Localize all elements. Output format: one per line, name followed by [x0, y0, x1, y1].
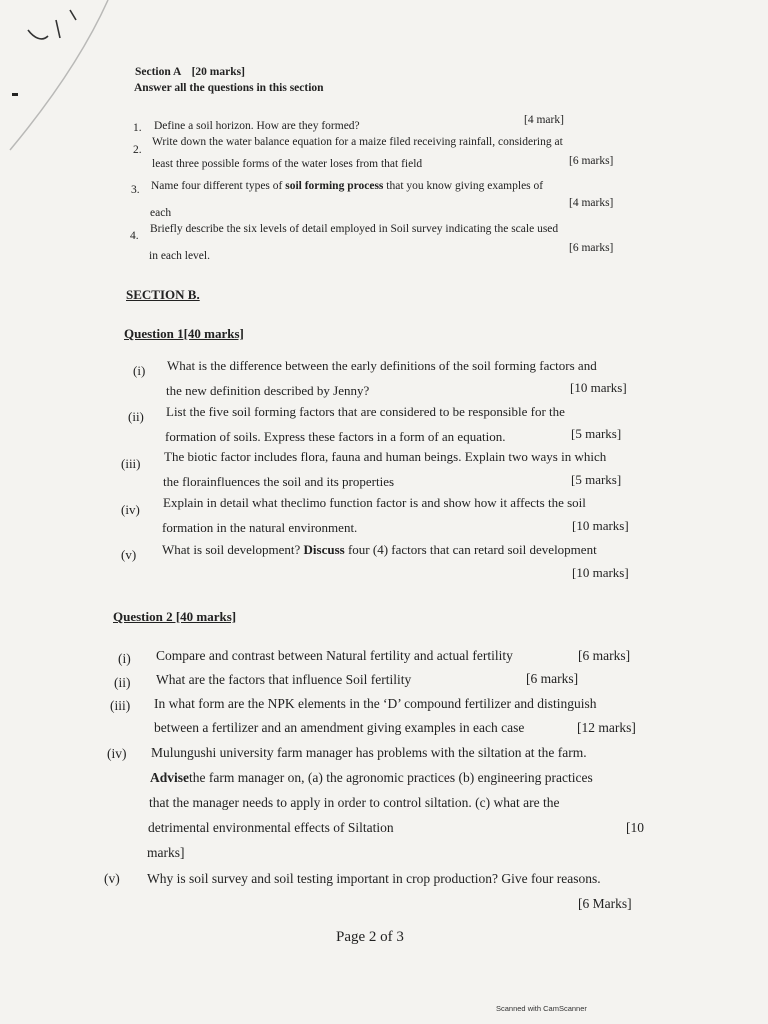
- question-marks: [10 marks]: [570, 380, 627, 395]
- question-marks: [6 marks]: [569, 155, 614, 167]
- question-text: least three possible forms of the water loses from that field: [152, 158, 423, 170]
- question-marks: [6 marks]: [526, 671, 579, 686]
- question-text: Compare and contrast between Natural fertility and actual fertility: [156, 648, 513, 663]
- question-number: (v): [104, 871, 120, 886]
- question-number: (iii): [121, 456, 141, 471]
- question-text: Briefly describe the six levels of detail employed in Soil survey indicating the scale used: [150, 223, 559, 235]
- question-marks: [4 marks]: [569, 197, 614, 209]
- margin-scan-edge: [0, 0, 140, 160]
- page-number: Page 2 of 3: [336, 929, 404, 945]
- question-text: What is soil development? Discuss four (4) factors that can retard soil development: [162, 542, 597, 557]
- question-text: List the five soil forming factors that are considered to be responsible for the: [166, 404, 565, 419]
- question-marks: [4 mark]: [524, 114, 564, 126]
- emphasis: Discuss: [303, 542, 345, 557]
- question-number: (i): [118, 651, 131, 666]
- question-marks: [6 marks]: [578, 648, 631, 663]
- question-text: Name four different types of soil forming process that you know giving examples of: [151, 180, 544, 192]
- question-text: formation in the natural environment.: [162, 520, 358, 535]
- question-2-title: Question 2 [40 marks]: [113, 609, 237, 624]
- question-marks: [10 marks]: [572, 565, 629, 580]
- question-text: between a fertilizer and an amendment giving examples in each case: [154, 720, 525, 735]
- question-number: (iv): [121, 502, 140, 517]
- question-number: (iv): [107, 746, 127, 761]
- question-number: 2.: [133, 144, 142, 156]
- question-marks: [6 Marks]: [578, 896, 632, 911]
- question-number: (iii): [110, 698, 131, 713]
- question-number: (ii): [128, 409, 144, 424]
- question-1-title: Question 1[40 marks]: [124, 326, 244, 341]
- question-number: (v): [121, 547, 137, 562]
- question-marks: [5 marks]: [571, 426, 622, 441]
- question-text: In what form are the NPK elements in the ‘D’ compound fertilizer and distinguish: [154, 696, 597, 711]
- question-text: The biotic factor includes flora, fauna and human beings. Explain two ways in which: [164, 449, 607, 464]
- section-a-title: [135, 66, 245, 78]
- question-text: Explain in detail what theclimo function factor is and show how it affects the soil: [163, 495, 586, 510]
- question-marks: [10 marks]: [572, 518, 629, 533]
- question-text: What is the difference between the early definitions of the soil forming factors and: [167, 358, 597, 373]
- question-text: the new definition described by Jenny?: [166, 383, 370, 398]
- question-text: detrimental environmental effects of Siltation: [148, 820, 394, 835]
- question-number: 4.: [130, 230, 139, 242]
- section-a-instruction: Answer all the questions in this section: [134, 82, 324, 94]
- question-marks: [6 marks]: [569, 242, 614, 254]
- question-text: marks]: [147, 845, 185, 860]
- question-number: (i): [133, 363, 146, 378]
- question-text: each: [150, 207, 172, 219]
- question-text: Advisethe farm manager on, (a) the agronomic practices (b) engineering practices: [150, 770, 593, 785]
- scanner-watermark: Scanned with CamScanner: [496, 1004, 587, 1013]
- question-marks: [12 marks]: [577, 720, 636, 735]
- question-text: in each level.: [149, 250, 210, 262]
- question-number: (ii): [114, 675, 131, 690]
- question-text: What are the factors that influence Soil fertility: [156, 672, 412, 687]
- emphasis: Advise: [150, 770, 190, 785]
- question-text: that the manager needs to apply in order to control siltation. (c) what are the: [149, 795, 560, 810]
- question-number: 3.: [131, 184, 140, 196]
- emphasis: soil forming process: [285, 180, 384, 192]
- question-text: Mulungushi university farm manager has problems with the siltation at the farm.: [151, 745, 587, 760]
- question-marks: [5 marks]: [571, 472, 622, 487]
- question-text: Write down the water balance equation for a maize filed receiving rainfall, considering at: [152, 136, 563, 148]
- question-number: 1.: [133, 122, 142, 134]
- section-a-marks: [20 marks]: [191, 66, 245, 78]
- question-marks: [10: [626, 820, 644, 835]
- question-text: Why is soil survey and soil testing important in crop production? Give four reasons.: [147, 871, 601, 886]
- question-text: formation of soils. Express these factors in a form of an equation.: [165, 429, 506, 444]
- section-a-label: Section A: [135, 66, 181, 78]
- question-text: the florainfluences the soil and its properties: [163, 474, 395, 489]
- question-text: Define a soil horizon. How are they formed?: [154, 120, 360, 132]
- section-b-title: SECTION B.: [126, 287, 200, 302]
